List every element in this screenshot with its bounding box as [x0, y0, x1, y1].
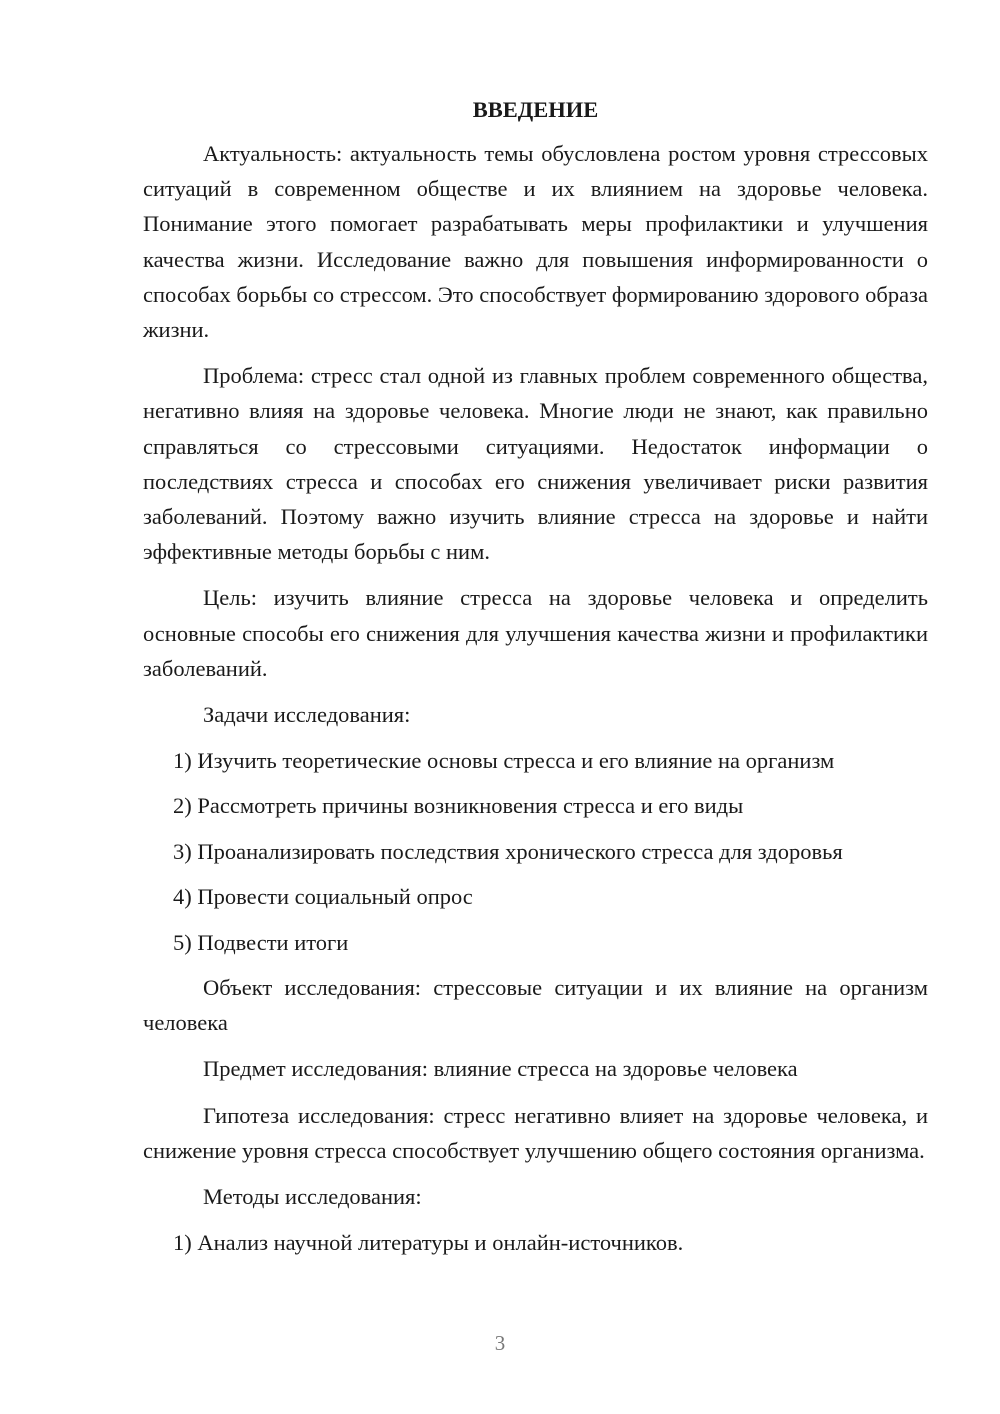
task-item: 1) Изучить теоретические основы стресса и его влияние на организм — [173, 747, 835, 773]
document-page — [143, 92, 928, 1270]
hypothesis-paragraph: Гипотеза исследования: стресс негативно влияет на здоровье человека, и снижение уровня стресса способствует улучшению общего состояния организма. — [143, 1102, 928, 1163]
methods-heading: Методы исследования: — [203, 1184, 422, 1210]
task-item: 3) Проанализировать последствия хронического стресса для здоровья — [173, 838, 843, 864]
problem-paragraph: Проблема: стресс стал одной из главных проблем современного общества, негативно влияя на здоровье человека. Многие люди не знают, как правильно справляться со стрессовыми ситуациями. Недостаток информации о последствиях стресса и способах его снижения увеличивает риски развития заболеваний. Поэтому важно изучить влияние стресса на здоровье и найти эффективные методы борьбы с ним. — [143, 363, 928, 565]
task-item: 5) Подвести итоги — [173, 929, 349, 955]
page-title: ВВЕДЕНИЕ — [472, 97, 599, 122]
task-item: 4) Провести социальный опрос — [173, 884, 473, 910]
method-item: 1) Анализ научной литературы и онлайн-источников. — [173, 1229, 684, 1255]
task-item: 2) Рассмотреть причины возникновения стресса и его виды — [173, 793, 744, 819]
goal-paragraph: Цель: изучить влияние стресса на здоровье человека и определить основные способы его снижения для улучшения качества жизни и профилактики заболеваний. — [143, 585, 928, 681]
page-number: 3 — [494, 1331, 506, 1355]
subject-paragraph: Предмет исследования: влияние стресса на здоровье человека — [203, 1056, 798, 1082]
relevance-paragraph: Актуальность: актуальность темы обусловлена ростом уровня стрессовых ситуаций в современном обществе и их влиянием на здоровье человека. Понимание этого помогает разрабатывать меры профилактики и улучшения качества жизни. Исследование важно для повышения информированности о способах борьбы со стрессом. Это способствует формированию здорового образа жизни. — [143, 141, 928, 343]
tasks-heading: Задачи исследования: — [203, 702, 411, 728]
object-paragraph: Объект исследования: стрессовые ситуации и их влияние на организм человека — [143, 975, 928, 1036]
